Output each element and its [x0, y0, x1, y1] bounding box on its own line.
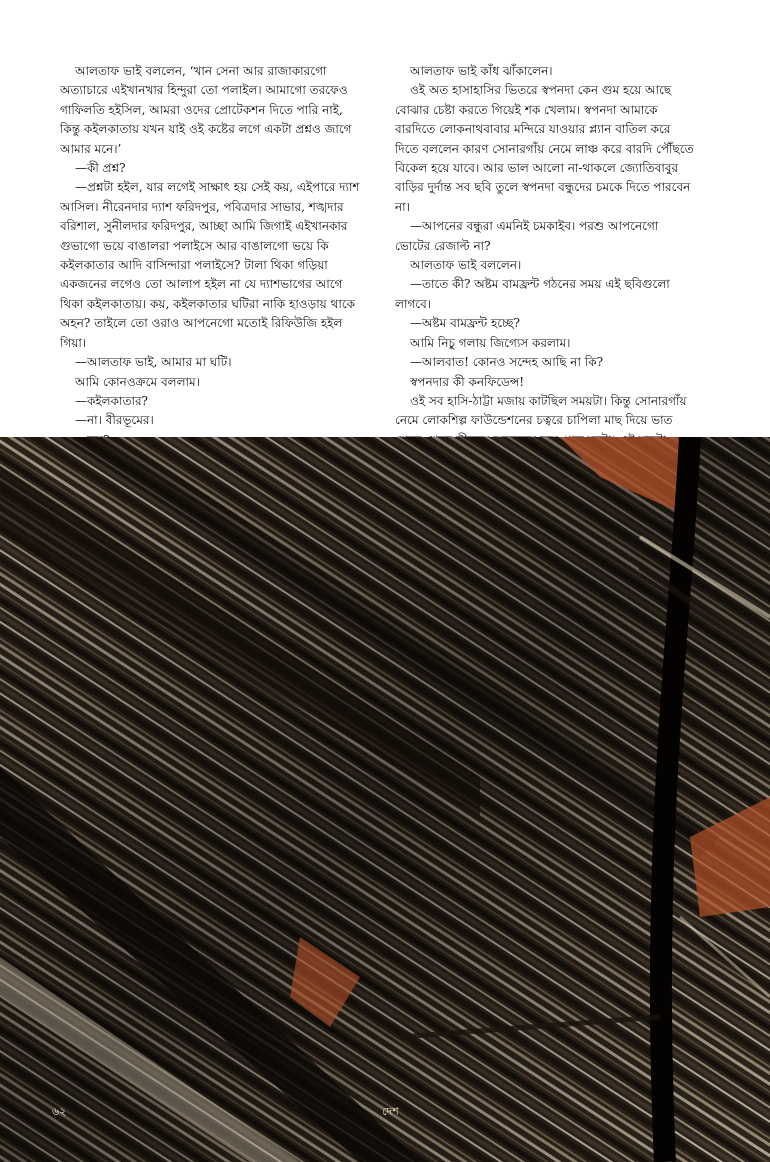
- paragraph: —আপনের বন্ধুরা এমনিই চমকাইব। পরশু আপনেগো ভোটের রেজাল্ট না?: [395, 219, 659, 253]
- paragraph: —কইলকাতার?: [75, 393, 148, 408]
- left-text-column: [60, 62, 366, 450]
- paragraph: আলতাফ ভাই কাঁধ ঝাঁকালেন।: [410, 64, 553, 78]
- paragraph: —প্রশ্নটা হইল, যার লগেই সাক্ষাৎ হয় সেই কয়, এইপারে দ্যাশ আসিল। নীরেনদার দ্যাশ ফরিদপুর, পবিত্রদার সাভার, শঙ্খদার বরিশাল, সুনীলদার ফরিদপুর, আচ্ছা আমি জিগাই এইখানকার গুভাগো ভয়ে বাঙালরা পলাইসে আর বাঙালগো ভয়ে কি কইলকাতার আদি বাসিন্দারা পলাইসে? টালা থিকা গড়িয়া একজনের লগেও তো আলাপ হইল না যে দ্যাশভাগের আগে থিকা কইলকাতায়। কয়, কইলকাতার ঘটিরা নাকি হাওড়ায় থাকে অহন? তাইলে তো ওরাও আপনেগো মতোই রিফিউজি হইল গিয়া।: [60, 180, 360, 350]
- paragraph: স্বপনদার কী কনফিডেন্স!: [410, 374, 525, 389]
- paragraph: আমি নিচু গলায় জিগ্যেস করলাম।: [410, 335, 571, 350]
- paragraph: —না। বীরভূমের।: [75, 413, 154, 428]
- paragraph: আলতাফ ভাই বললেন, ‘খান সেনা আর রাজাকারগো অত্যাচারে এইখানখার হিন্দুরা তো পলাইল। আমাগো তরফেও গাফিলতি হইসিল, আমরা ওদের প্রোটেকশন দিতে পারি নাই, কিন্তু কইলকাতায় যখন যাই ওই কষ্টের লগে একটা প্রশ্নও জাগে আমার মনে।’: [60, 64, 352, 156]
- paragraph: —আলতাফ ভাই, আমার মা ঘটি।: [75, 355, 232, 370]
- leaf-photograph: [0, 437, 770, 1162]
- page-number: ৬২: [52, 1105, 67, 1118]
- paragraph: আমি কোনওক্রমে বললাম।: [75, 374, 200, 389]
- paragraph: ওই সব হাসি-ঠাট্টা মজায় কাটছিল সময়টা। কিন্তু সোনারগাঁয় নেমে লোকশিল্প ফাউন্ডেশনের চত্বরে চাপিলা মাছ দিয়ে ভাত: [395, 393, 687, 428]
- paragraph: —কী প্রশ্ন?: [75, 161, 126, 176]
- paragraph: ওই অত হাসাহাসির ভিতরে স্বপনদা কেন গুম হয়ে আছে বোঝার চেষ্টা করতে গিয়েই শক খেলাম। স্বপনদা আমাকে বারদিতে লোকনাথবাবার মন্দিরে যাওয়ার প্ল্যান বাতিল করে দিতে বললেন কারণ সোনারগাঁয় নেমে লাঞ্চ করে বারদি পৌঁছতে বিকেল হয়ে যাবে। আর ভাল আলো না-থাকলে জ্যোতিবাবুর বাড়ির দুর্দান্ত সব ছবি তুলে স্বপনদা বন্ধুদের চমকে দিতে পারবেন না।: [395, 83, 694, 214]
- right-text-column: [395, 62, 695, 450]
- paragraph: —অষ্টম বামফ্রন্ট হচ্ছে?: [410, 316, 520, 331]
- paragraph: আলতাফ ভাই বললেন।: [410, 258, 522, 273]
- paragraph: —আলবাত! কোনও সন্দেহ আছি না কি?: [410, 355, 604, 370]
- magazine-name: দেশ: [382, 1105, 399, 1118]
- paragraph: —তাতে কী? অষ্টম বামফ্রন্ট গঠনের সময় এই ছবিগুলো লাগবে।: [395, 277, 670, 311]
